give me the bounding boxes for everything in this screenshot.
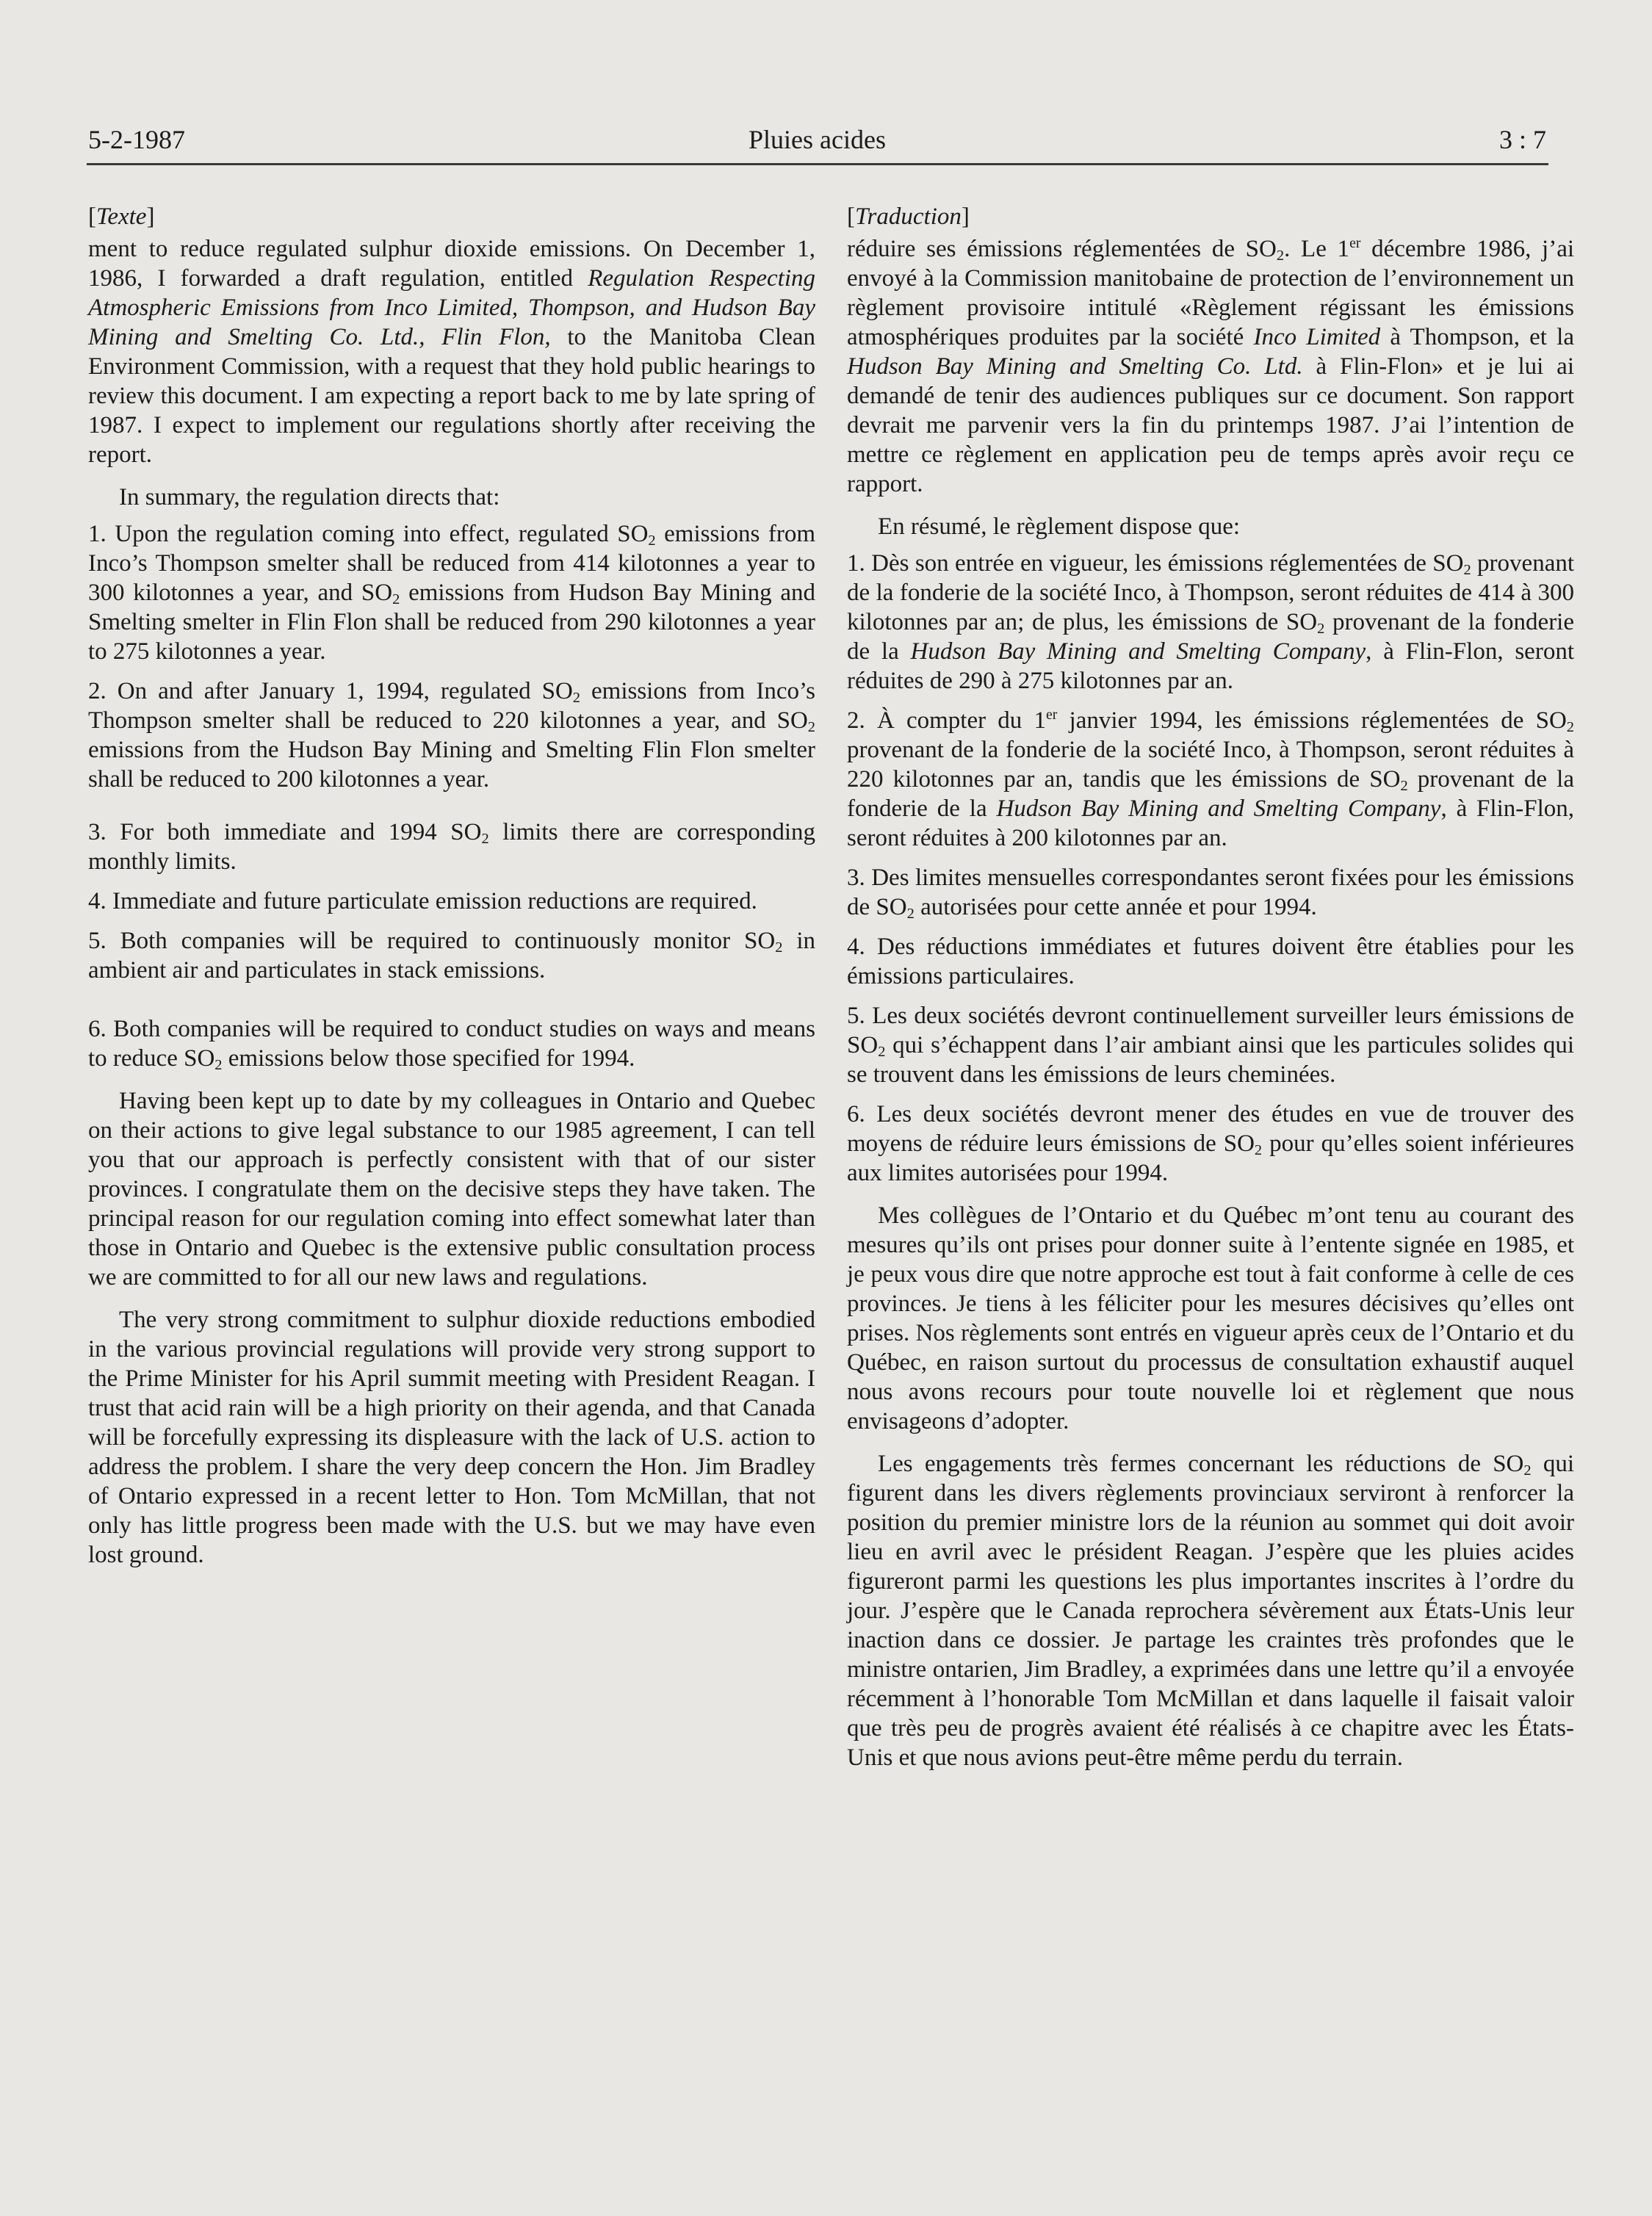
list-item-5-fr: 5. Les deux sociétés devront continuellement surveiller leurs émissions de $SO_2$ qui s’échappent dans l’air ambiant ainsi que les particules solides qui se trouvent dans les émissions de leurs cheminées.	[847, 1003, 1574, 1088]
list-item-4-fr: 4. Des réductions immédiates et futures doivent être établies pour les émissions particulaires.	[847, 934, 1574, 989]
header-date: 5-2-1987	[88, 125, 185, 154]
list-item-5: 5. Both companies will be required to continuously monitor $SO_2$ in ambient air and particulates in stack emissions.	[88, 928, 815, 984]
list-item-2-fr: 2. À compter du 1er janvier 1994, les émissions réglementées de $SO_2$ provenant de la fonderie de la société Inco, à Thompson, seront réduites à 220 kilotonnes par an, tandis que les émissions de $SO_2$ provenant de la fonderie de la Hudson Bay Mining and Smelting Company, à Flin-Flon, seront réduites à 200 kilotonnes par an.	[847, 707, 1575, 851]
header-page-number: 3 : 7	[1498, 125, 1546, 154]
list-item-6: 6. Both companies will be required to conduct studies on ways and means to reduce $SO_2$ emissions below those specified for 1994.	[88, 1016, 815, 1074]
header-title: Pluies acides	[749, 125, 886, 154]
list-item-6-fr: 6. Les deux sociétés devront mener des études en vue de trouver des moyens de réduire leurs émissions de $SO_2$ pour qu’elles soient inférieures aux limites autorisées pour 1994.	[847, 1101, 1574, 1186]
list-item-3-fr: 3. Des limites mensuelles correspondantes seront fixées pour les émissions de $SO_2$ autorisées pour cette année et pour 1994.	[847, 865, 1574, 923]
summary-line-fr: En résumé, le règlement dispose que:	[878, 513, 1241, 540]
summary-line: In summary, the regulation directs that:	[119, 484, 500, 510]
list-item-2: 2. On and after January 1, 1994, regulated $SO_2$ emissions from Inco’s Thompson smelter shall be reduced to 220 kilotonnes a year, and $SO_2$ emissions from the Hudson Bay Mining and Smelting Flin Flon smelter shall be reduced to 200 kilotonnes a year.	[88, 678, 815, 793]
list-item-1-fr: 1. Dès son entrée en vigueur, les émissions réglementées de $SO_2$ provenant de la fonderie de la société Inco, à Thompson, seront réduites de 414 à 300 kilotonnes par an; de plus, les émissions de $SO_2$ provenant de la fonderie de la Hudson Bay Mining and Smelting Company, à Flin-Flon, seront réduites de 290 à 275 kilotonnes par an.	[847, 550, 1575, 694]
paragraph-commitment-fr: Les engagements très fermes concernant les réductions de $SO_2$ qui figurent dans les divers règlements provinciaux serviront à renforcer la position du premier ministre lors de la réunion au sommet qui doit avoir lieu en avril avec le président Reagan. J’espère que les pluies acides figureront parmi les questions les plus importantes inscrites à l’ordre du jour. J’espère que le Canada reprochera sévèrement aux États-Unis leur inaction dans ce dossier. Je partage les craintes très profondes que le ministre ontarien, Jim Bradley, a exprimées dans une lettre qu’il a envoyée récemment à l’honorable Tom McMillan et dans laquelle il faisait valoir que très peu de progrès avaient été réalisés à ce chapitre avec les États-Unis et que nous avions peut-être même perdu du terrain.	[847, 1451, 1574, 1771]
column-tag-traduction: [Traduction]	[847, 203, 970, 230]
list-item-4: 4. Immediate and future particulate emission reductions are required.	[88, 888, 757, 914]
english-column	[88, 202, 815, 1577]
paragraph-colleagues: Having been kept up to date by my colleagues in Ontario and Quebec on their actions to give legal substance to our 1985 agreement, I can tell you that our approach is perfectly consistent with that of our sister provinces. I congratulate them on the decisive steps they have taken. The principal reason for our regulation coming into effect somewhat later than those in Ontario and Quebec is the extensive public consultation process we are committed to for all our new laws and regulations.	[88, 1088, 815, 1291]
paragraph-colleagues-fr: Mes collègues de l’Ontario et du Québec m’ont tenu au courant des mesures qu’ils ont prises pour donner suite à l’entente signée en 1985, et je peux vous dire que notre approche est tout à fait conforme à celle de ces provinces. Je tiens à les féliciter pour les mesures décisives qu’elles ont prises. Nos règlements sont entrés en vigueur après ceux de l’Ontario et du Québec, en raison surtout du processus de consultation exhaustif auquel nous avons recours pour toute nouvelle loi et règlement que nous envisageons d’adopter.	[847, 1202, 1574, 1434]
french-column	[847, 202, 1574, 1780]
page-header	[88, 123, 1546, 167]
header-rule	[87, 163, 1548, 165]
paragraph-intro: ment to reduce regulated sulphur dioxide emissions. On December 1, 1986, I forwarded a draft regulation, entitled Regulation Respecting Atmospheric Emissions from Inco Limited, Thompson, and Hudson Bay Mining and Smelting Co. Ltd., Flin Flon, to the Manitoba Clean Environment Commission, with a request that they hold public hearings to review this document. I am expecting a report back to me by late spring of 1987. I expect to implement our regulations shortly after receiving the report.	[88, 236, 815, 468]
paragraph-intro-fr: réduire ses émissions réglementées de $SO_2$. Le 1er décembre 1986, j’ai envoyé à la Commission manitobaine de protection de l’environnement un règlement provisoire intitulé «Règlement régissant les émissions atmosphériques produites par la société Inco Limited à Thompson, et la Hudson Bay Mining and Smelting Co. Ltd. à Flin-Flon» et je lui ai demandé de tenir des audiences publiques sur ce document. Son rapport devrait me parvenir vers la fin du printemps 1987. J’ai l’intention de mettre ce règlement en application peu de temps après avoir reçu ce rapport.	[847, 235, 1575, 497]
paragraph-commitment: The very strong commitment to sulphur dioxide reductions embodied in the various provincial regulations will provide very strong support to the Prime Minister for his April summit meeting with President Reagan. I trust that acid rain will be a high priority on their agenda, and that Canada will be forcefully expressing its displeasure with the lack of U.S. action to address the problem. I share the very deep concern the Hon. Jim Bradley of Ontario expressed in a recent letter to Hon. Tom McMillan, that not only has little progress been made with the U.S. but we may have even lost ground.	[88, 1307, 815, 1568]
column-tag-texte: [Texte]	[88, 203, 155, 230]
list-item-1: 1. Upon the regulation coming into effect, regulated $SO_2$ emissions from Inco’s Thompson smelter shall be reduced from 414 kilotonnes a year to 300 kilotonnes a year, and $SO_2$ emissions from Hudson Bay Mining and Smelting smelter in Flin Flon shall be reduced from 290 kilotonnes a year to 275 kilotonnes a year.	[88, 521, 816, 665]
list-item-3: 3. For both immediate and 1994 $SO_2$ limits there are corresponding monthly limits.	[88, 819, 815, 875]
